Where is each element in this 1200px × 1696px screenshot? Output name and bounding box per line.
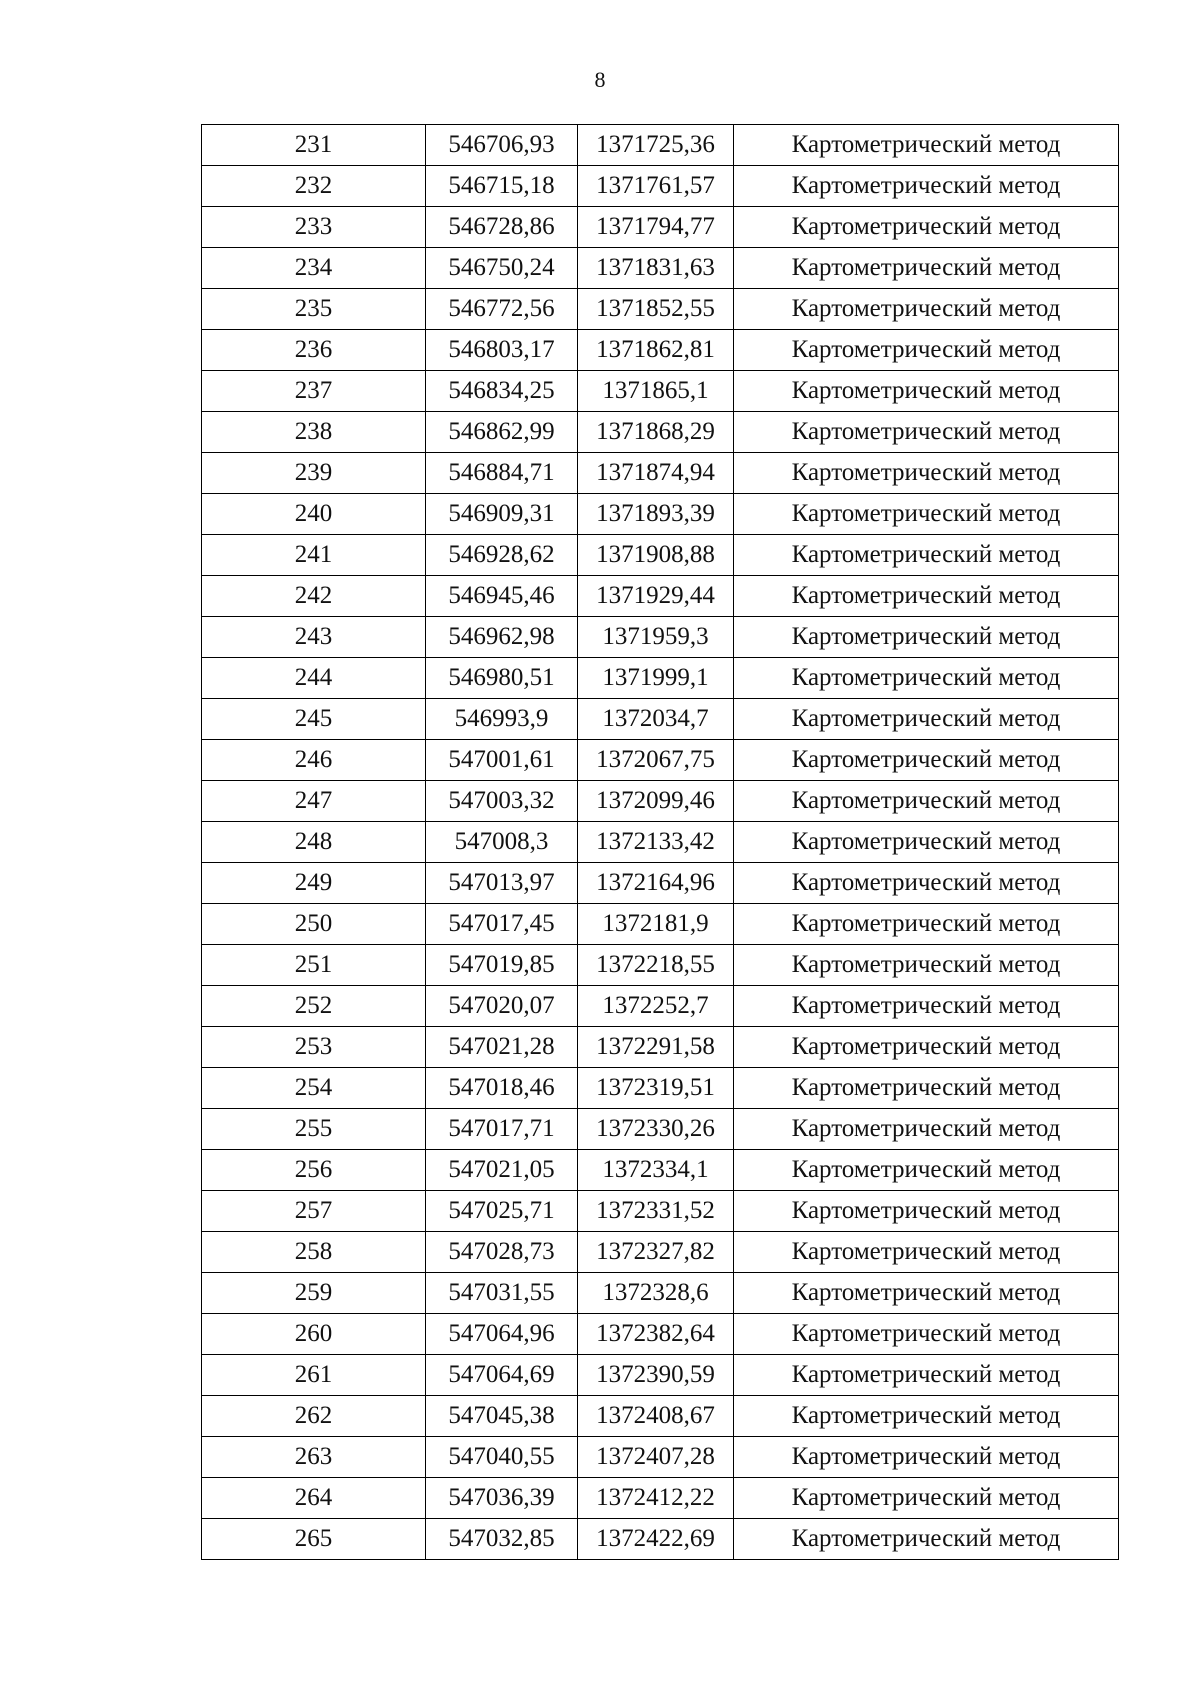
x-coordinate-cell: 546909,31 [426, 494, 578, 535]
x-coordinate-cell: 546834,25 [426, 371, 578, 412]
point-number-cell: 240 [202, 494, 426, 535]
point-number-cell: 249 [202, 863, 426, 904]
method-cell: Картометрический метод [734, 1232, 1119, 1273]
table-row [202, 1150, 1119, 1191]
method-cell: Картометрический метод [734, 166, 1119, 207]
x-coordinate-cell: 547013,97 [426, 863, 578, 904]
point-number-cell: 243 [202, 617, 426, 658]
y-coordinate-cell: 1372133,42 [578, 822, 734, 863]
y-coordinate-cell: 1372034,7 [578, 699, 734, 740]
y-coordinate-cell: 1371725,36 [578, 125, 734, 166]
table-row [202, 1478, 1119, 1519]
table-row [202, 535, 1119, 576]
x-coordinate-cell: 547021,05 [426, 1150, 578, 1191]
method-cell: Картометрический метод [734, 1396, 1119, 1437]
table-row [202, 1396, 1119, 1437]
y-coordinate-cell: 1372328,6 [578, 1273, 734, 1314]
table-row [202, 412, 1119, 453]
table-row [202, 576, 1119, 617]
table-row [202, 330, 1119, 371]
x-coordinate-cell: 547032,85 [426, 1519, 578, 1560]
page-number: 8 [594, 67, 606, 92]
table-row [202, 740, 1119, 781]
point-number-cell: 261 [202, 1355, 426, 1396]
point-number-cell: 258 [202, 1232, 426, 1273]
x-coordinate-cell: 547025,71 [426, 1191, 578, 1232]
table-row [202, 371, 1119, 412]
x-coordinate-cell: 546945,46 [426, 576, 578, 617]
y-coordinate-cell: 1372319,51 [578, 1068, 734, 1109]
point-number-cell: 239 [202, 453, 426, 494]
table-row [202, 125, 1119, 166]
table-row [202, 699, 1119, 740]
x-coordinate-cell: 546772,56 [426, 289, 578, 330]
point-number-cell: 250 [202, 904, 426, 945]
method-cell: Картометрический метод [734, 289, 1119, 330]
point-number-cell: 254 [202, 1068, 426, 1109]
y-coordinate-cell: 1371852,55 [578, 289, 734, 330]
table-row [202, 1232, 1119, 1273]
method-cell: Картометрический метод [734, 658, 1119, 699]
point-number-cell: 235 [202, 289, 426, 330]
table-row [202, 904, 1119, 945]
method-cell: Картометрический метод [734, 904, 1119, 945]
y-coordinate-cell: 1372330,26 [578, 1109, 734, 1150]
method-cell: Картометрический метод [734, 576, 1119, 617]
y-coordinate-cell: 1372412,22 [578, 1478, 734, 1519]
y-coordinate-cell: 1371868,29 [578, 412, 734, 453]
point-number-cell: 259 [202, 1273, 426, 1314]
point-number-cell: 265 [202, 1519, 426, 1560]
method-cell: Картометрический метод [734, 1314, 1119, 1355]
point-number-cell: 256 [202, 1150, 426, 1191]
y-coordinate-cell: 1371999,1 [578, 658, 734, 699]
y-coordinate-cell: 1372181,9 [578, 904, 734, 945]
y-coordinate-cell: 1371959,3 [578, 617, 734, 658]
y-coordinate-cell: 1372291,58 [578, 1027, 734, 1068]
x-coordinate-cell: 547008,3 [426, 822, 578, 863]
x-coordinate-cell: 546728,86 [426, 207, 578, 248]
point-number-cell: 246 [202, 740, 426, 781]
method-cell: Картометрический метод [734, 1355, 1119, 1396]
point-number-cell: 257 [202, 1191, 426, 1232]
point-number-cell: 236 [202, 330, 426, 371]
method-cell: Картометрический метод [734, 1027, 1119, 1068]
method-cell: Картометрический метод [734, 699, 1119, 740]
method-cell: Картометрический метод [734, 371, 1119, 412]
point-number-cell: 252 [202, 986, 426, 1027]
table-row [202, 617, 1119, 658]
x-coordinate-cell: 547021,28 [426, 1027, 578, 1068]
method-cell: Картометрический метод [734, 1478, 1119, 1519]
method-cell: Картометрический метод [734, 535, 1119, 576]
method-cell: Картометрический метод [734, 1109, 1119, 1150]
x-coordinate-cell: 546884,71 [426, 453, 578, 494]
x-coordinate-cell: 547003,32 [426, 781, 578, 822]
x-coordinate-cell: 547028,73 [426, 1232, 578, 1273]
x-coordinate-cell: 547045,38 [426, 1396, 578, 1437]
x-coordinate-cell: 546715,18 [426, 166, 578, 207]
table-row [202, 1355, 1119, 1396]
method-cell: Картометрический метод [734, 822, 1119, 863]
y-coordinate-cell: 1371761,57 [578, 166, 734, 207]
y-coordinate-cell: 1371831,63 [578, 248, 734, 289]
table-row [202, 248, 1119, 289]
method-cell: Картометрический метод [734, 125, 1119, 166]
method-cell: Картометрический метод [734, 1068, 1119, 1109]
method-cell: Картометрический метод [734, 1191, 1119, 1232]
point-number-cell: 253 [202, 1027, 426, 1068]
method-cell: Картометрический метод [734, 494, 1119, 535]
table-row [202, 822, 1119, 863]
point-number-cell: 260 [202, 1314, 426, 1355]
point-number-cell: 247 [202, 781, 426, 822]
table-row [202, 1068, 1119, 1109]
method-cell: Картометрический метод [734, 1273, 1119, 1314]
coordinates-table-body [202, 125, 1119, 1560]
method-cell: Картометрический метод [734, 412, 1119, 453]
x-coordinate-cell: 546993,9 [426, 699, 578, 740]
y-coordinate-cell: 1372218,55 [578, 945, 734, 986]
x-coordinate-cell: 547064,96 [426, 1314, 578, 1355]
y-coordinate-cell: 1371874,94 [578, 453, 734, 494]
point-number-cell: 264 [202, 1478, 426, 1519]
table-row [202, 986, 1119, 1027]
method-cell: Картометрический метод [734, 781, 1119, 822]
x-coordinate-cell: 547064,69 [426, 1355, 578, 1396]
method-cell: Картометрический метод [734, 1519, 1119, 1560]
y-coordinate-cell: 1372407,28 [578, 1437, 734, 1478]
point-number-cell: 263 [202, 1437, 426, 1478]
x-coordinate-cell: 547031,55 [426, 1273, 578, 1314]
table-row [202, 1273, 1119, 1314]
point-number-cell: 255 [202, 1109, 426, 1150]
x-coordinate-cell: 546962,98 [426, 617, 578, 658]
point-number-cell: 242 [202, 576, 426, 617]
x-coordinate-cell: 547019,85 [426, 945, 578, 986]
table-row [202, 781, 1119, 822]
y-coordinate-cell: 1371929,44 [578, 576, 734, 617]
table-row [202, 1519, 1119, 1560]
y-coordinate-cell: 1372252,7 [578, 986, 734, 1027]
table-row [202, 1027, 1119, 1068]
y-coordinate-cell: 1372334,1 [578, 1150, 734, 1191]
y-coordinate-cell: 1371862,81 [578, 330, 734, 371]
y-coordinate-cell: 1371865,1 [578, 371, 734, 412]
table-row [202, 166, 1119, 207]
point-number-cell: 237 [202, 371, 426, 412]
point-number-cell: 234 [202, 248, 426, 289]
table-row [202, 1314, 1119, 1355]
table-row [202, 1437, 1119, 1478]
point-number-cell: 233 [202, 207, 426, 248]
table-row [202, 207, 1119, 248]
x-coordinate-cell: 547017,45 [426, 904, 578, 945]
point-number-cell: 248 [202, 822, 426, 863]
method-cell: Картометрический метод [734, 863, 1119, 904]
point-number-cell: 245 [202, 699, 426, 740]
y-coordinate-cell: 1372164,96 [578, 863, 734, 904]
table-row [202, 1109, 1119, 1150]
x-coordinate-cell: 547020,07 [426, 986, 578, 1027]
point-number-cell: 251 [202, 945, 426, 986]
y-coordinate-cell: 1372099,46 [578, 781, 734, 822]
x-coordinate-cell: 546862,99 [426, 412, 578, 453]
point-number-cell: 244 [202, 658, 426, 699]
method-cell: Картометрический метод [734, 330, 1119, 371]
table-row [202, 289, 1119, 330]
y-coordinate-cell: 1372327,82 [578, 1232, 734, 1273]
y-coordinate-cell: 1372067,75 [578, 740, 734, 781]
point-number-cell: 241 [202, 535, 426, 576]
x-coordinate-cell: 546928,62 [426, 535, 578, 576]
method-cell: Картометрический метод [734, 986, 1119, 1027]
y-coordinate-cell: 1372382,64 [578, 1314, 734, 1355]
x-coordinate-cell: 547018,46 [426, 1068, 578, 1109]
method-cell: Картометрический метод [734, 740, 1119, 781]
point-number-cell: 238 [202, 412, 426, 453]
y-coordinate-cell: 1371794,77 [578, 207, 734, 248]
y-coordinate-cell: 1372390,59 [578, 1355, 734, 1396]
table-row [202, 945, 1119, 986]
y-coordinate-cell: 1372422,69 [578, 1519, 734, 1560]
coordinates-table [201, 124, 1119, 1560]
x-coordinate-cell: 546980,51 [426, 658, 578, 699]
method-cell: Картометрический метод [734, 1150, 1119, 1191]
table-row [202, 494, 1119, 535]
y-coordinate-cell: 1372331,52 [578, 1191, 734, 1232]
table-row [202, 658, 1119, 699]
method-cell: Картометрический метод [734, 453, 1119, 494]
x-coordinate-cell: 546750,24 [426, 248, 578, 289]
y-coordinate-cell: 1371893,39 [578, 494, 734, 535]
x-coordinate-cell: 547001,61 [426, 740, 578, 781]
method-cell: Картометрический метод [734, 945, 1119, 986]
x-coordinate-cell: 547017,71 [426, 1109, 578, 1150]
y-coordinate-cell: 1372408,67 [578, 1396, 734, 1437]
point-number-cell: 231 [202, 125, 426, 166]
y-coordinate-cell: 1371908,88 [578, 535, 734, 576]
method-cell: Картометрический метод [734, 207, 1119, 248]
table-row [202, 863, 1119, 904]
point-number-cell: 262 [202, 1396, 426, 1437]
method-cell: Картометрический метод [734, 248, 1119, 289]
table-row [202, 453, 1119, 494]
table-row [202, 1191, 1119, 1232]
method-cell: Картометрический метод [734, 617, 1119, 658]
point-number-cell: 232 [202, 166, 426, 207]
x-coordinate-cell: 546706,93 [426, 125, 578, 166]
x-coordinate-cell: 546803,17 [426, 330, 578, 371]
x-coordinate-cell: 547036,39 [426, 1478, 578, 1519]
x-coordinate-cell: 547040,55 [426, 1437, 578, 1478]
method-cell: Картометрический метод [734, 1437, 1119, 1478]
